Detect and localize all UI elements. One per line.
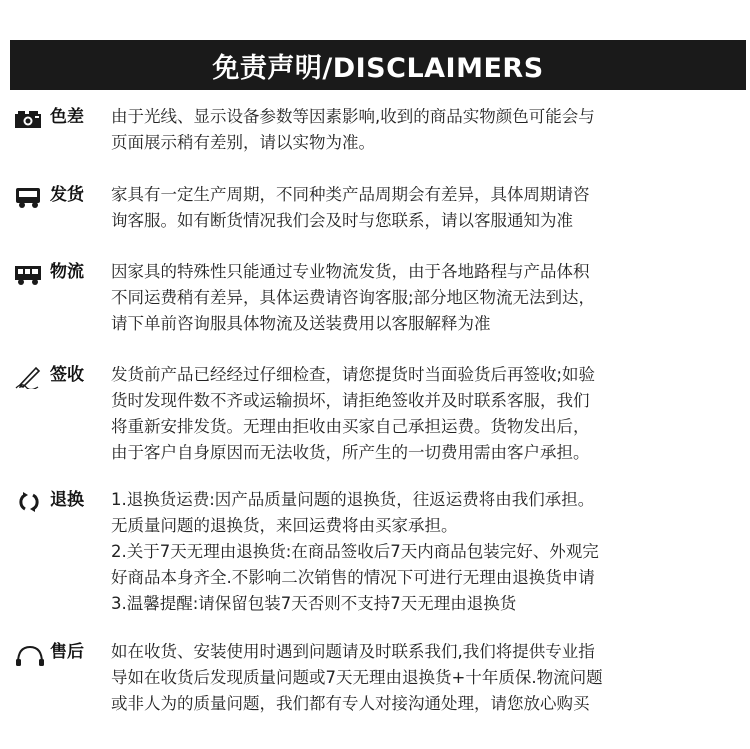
text-line: 请下单前咨询服具体物流及送装费用以客服解释为准 bbox=[111, 314, 491, 333]
delivery-van-icon bbox=[14, 262, 46, 286]
text-line: 好商品本身齐全.不影响二次销售的情况下可进行无理由退换货申请 bbox=[111, 568, 595, 587]
text-line: 页面展示稍有差别，请以实物为准。 bbox=[111, 133, 375, 152]
headset-icon bbox=[14, 643, 46, 667]
text-line: 由于客户自身原因而无法收货，所产生的一切费用需由客户承担。 bbox=[111, 443, 590, 462]
section-label: 售后 bbox=[50, 642, 84, 662]
text-line: 将重新安排发货。无理由拒收由买家自己承担运费。货物发出后， bbox=[111, 417, 590, 436]
text-line: 1.退换货运费:因产品质量问题的退换货，往返运费将由我们承担。 bbox=[111, 490, 595, 509]
text-line: 或非人为的质量问题，我们都有专人对接沟通处理，请您放心购买 bbox=[111, 694, 590, 713]
text-line: 发货前产品已经经过仔细检查，请您提货时当面验货后再签收;如验 bbox=[111, 365, 596, 384]
text-line: 货时发现件数不齐或运输损坏，请拒绝签收并及时联系客服，我们 bbox=[111, 391, 590, 410]
section-text bbox=[111, 182, 741, 234]
disclaimer-header bbox=[10, 40, 746, 90]
text-line: 不同运费稍有差异，具体运费请咨询客服;部分地区物流无法到达， bbox=[111, 288, 596, 307]
text-line: 3.温馨提醒:请保留包装7天否则不支持7天无理由退换货 bbox=[111, 594, 517, 613]
text-line: 家具有一定生产周期，不同种类产品周期会有差异，具体周期请咨 bbox=[111, 185, 590, 204]
text-line: 由于光线、显示设备参数等因素影响,收到的商品实物颜色可能会与 bbox=[111, 107, 595, 126]
section-text bbox=[111, 362, 741, 466]
text-line: 导如在收货后发现质量问题或7天无理由退换货+十年质保.物流问题 bbox=[111, 668, 603, 687]
text-line: 2.关于7天无理由退换货:在商品签收后7天内商品包装完好、外观完 bbox=[111, 542, 599, 561]
section-label: 物流 bbox=[50, 262, 84, 282]
section-text bbox=[111, 104, 741, 156]
section-text bbox=[111, 259, 741, 337]
page-title: 免责声明/DISCLAIMERS bbox=[212, 52, 544, 84]
section-text bbox=[111, 639, 741, 717]
text-line: 如在收货、安装使用时遇到问题请及时联系我们,我们将提供专业指 bbox=[111, 642, 595, 661]
section-label: 色差 bbox=[50, 107, 84, 127]
text-line: 无质量问题的退换货，来回运费将由买家承担。 bbox=[111, 516, 458, 535]
section-label: 发货 bbox=[50, 185, 84, 205]
pen-signature-icon bbox=[14, 365, 46, 389]
section-label: 签收 bbox=[50, 365, 84, 385]
truck-icon bbox=[14, 185, 46, 209]
camera-icon bbox=[14, 107, 46, 131]
text-line: 因家具的特殊性只能通过专业物流发货，由于各地路程与产品体积 bbox=[111, 262, 590, 281]
section-text bbox=[111, 487, 741, 617]
text-line: 询客服。如有断货情况我们会及时与您联系，请以客服通知为准 bbox=[111, 211, 573, 230]
section-label: 退换 bbox=[50, 490, 84, 510]
exchange-arrows-icon bbox=[14, 490, 46, 514]
